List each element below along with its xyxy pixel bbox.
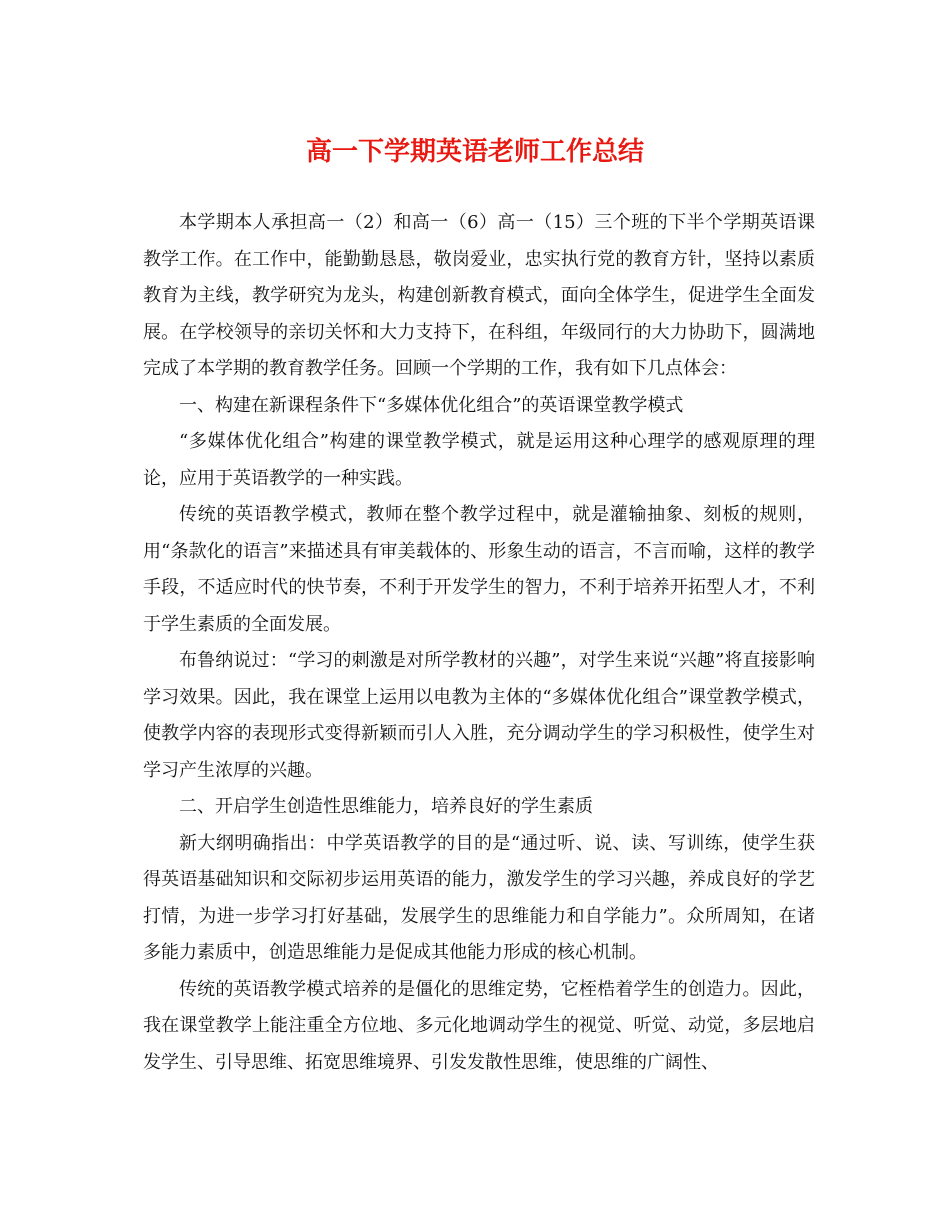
section-heading-1: 一、构建在新课程条件下“多媒体优化组合”的英语课堂教学模式	[179, 394, 684, 416]
paragraph: 传统的英语教学模式培养的是僵化的思维定势，它桎梏着学生的创造力。因此，我在课堂教学上能注重全方位地、多元化地调动学生的视觉、听觉、动觉，多层地启发学生、引导思维、拓宽思维境界、引发发散性思维，使思维的广阔性、	[143, 978, 815, 1073]
paragraph-intro: 本学期本人承担高一（2）和高一（6）高一（15）三个班的下半个学期英语课教学工作。在工作中，能勤勤恳恳，敬岗爱业，忠实执行党的教育方针，坚持以素质教育为主线，教学研究为龙头，构建创新教育模式，面向全体学生，促进学生全面发展。在学校领导的亲切关怀和大力支持下，在科组，年级同行的大力协助下，圆满地完成了本学期的教育教学任务。回顾一个学期的工作，我有如下几点体会：	[143, 212, 815, 379]
section-heading-2: 二、开启学生创造性思维能力，培养良好的学生素质	[179, 796, 593, 817]
document-body	[143, 205, 815, 1081]
paragraph: 布鲁纳说过：“学习的刺激是对所学教材的兴趣”，对学生来说“兴趣”将直接影响学习效果。因此，我在课堂上运用以电教为主体的“多媒体优化组合”课堂教学模式，使教学内容的表现形式变得新颖而引人入胜，充分调动学生的学习积极性，使学生对学习产生浓厚的兴趣。	[143, 650, 815, 781]
document-title: 高一下学期英语老师工作总结	[305, 137, 644, 167]
paragraph: “多媒体优化组合”构建的课堂教学模式，就是运用这种心理学的感观原理的理论，应用于英语教学的一种实践。	[143, 431, 815, 489]
paragraph: 传统的英语教学模式，教师在整个教学过程中，就是灌输抽象、刻板的规则，用“条款化的语言”来描述具有审美载体的、形象生动的语言，不言而喻，这样的教学手段，不适应时代的快节奏，不利于开发学生的智力，不利于培养开拓型人才，不利于学生素质的全面发展。	[143, 504, 815, 635]
paragraph: 新大纲明确指出：中学英语教学的目的是“通过听、说、读、写训练，使学生获得英语基础知识和交际初步运用英语的能力，激发学生的学习兴趣，养成良好的学艺打情，为进一步学习打好基础，发展学生的思维能力和自学能力”。众所周知，在诸多能力素质中，创造思维能力是促成其他能力形成的核心机制。	[143, 832, 815, 963]
